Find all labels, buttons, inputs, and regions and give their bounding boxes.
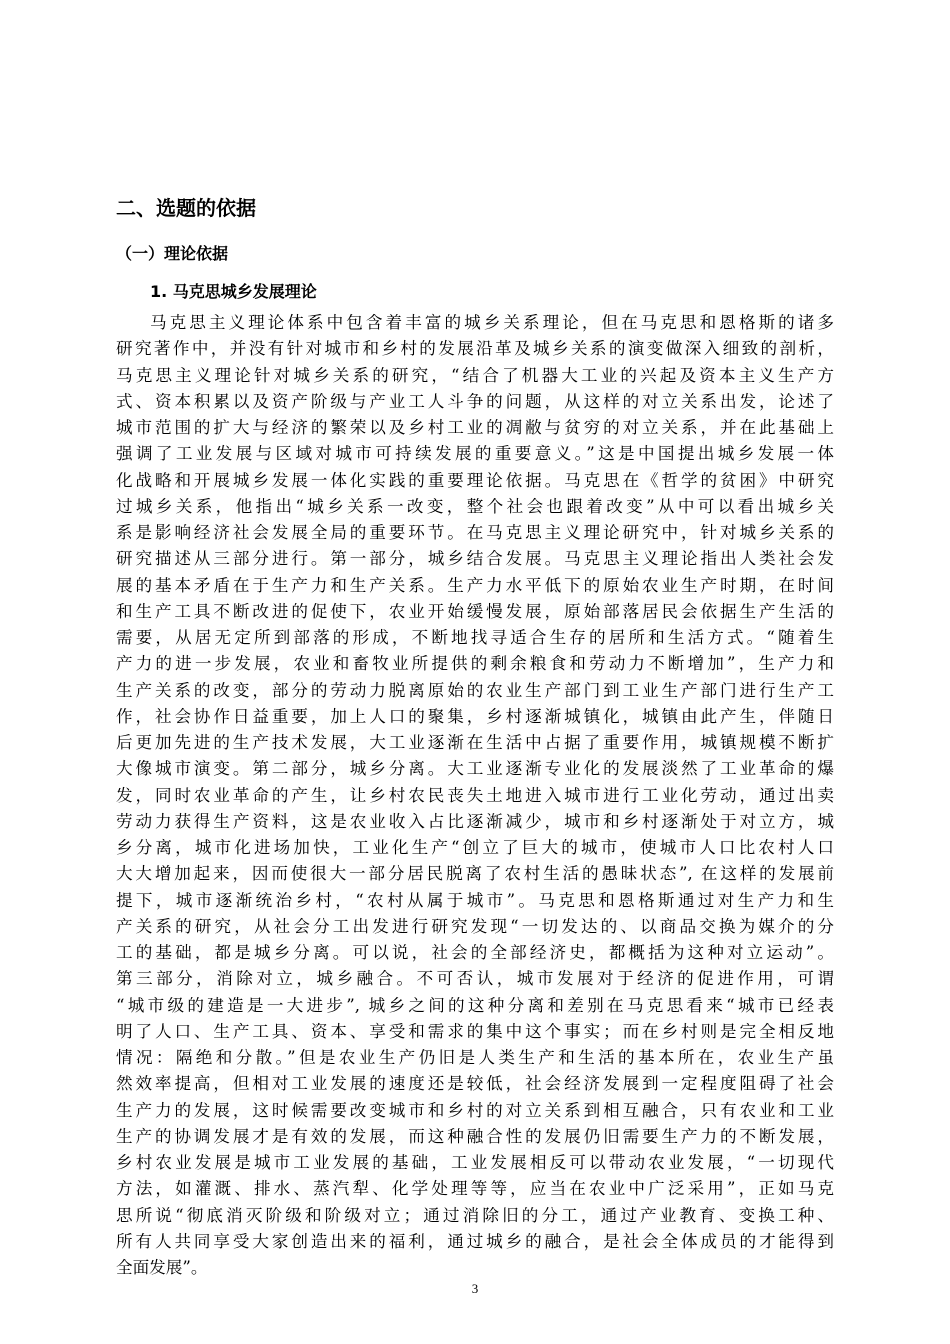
paragraph-line: 马克思主义理论体系中包含着丰富的城乡关系理论，但在马克思和恩格斯的诸多 — [150, 313, 834, 332]
paragraph-line: 展的基本矛盾在于生产力和生产关系。生产力水平低下的原始农业生产时期，在时间 — [116, 575, 834, 595]
paragraph-line: 和生产工具不断改进的促使下，农业开始缓慢发展，原始部落居民会依据生产生活的 — [116, 601, 834, 621]
paragraph-line: 作，社会协作日益重要，加上人口的聚集，乡村逐渐城镇化，城镇由此产生，伴随日 — [116, 706, 834, 726]
paragraph-line: 然效率提高，但相对工业发展的速度还是较低，社会经济发展到一定程度阻碍了社会 — [116, 1074, 834, 1094]
paragraph-line: 明了人口、生产工具、资本、享受和需求的集中这个事实；而在乡村则是完全相反地 — [116, 1021, 834, 1041]
paragraph-line: 第三部分，消除对立，城乡融合。不可否认，城市发展对于经济的促进作用，可谓 — [116, 969, 834, 989]
paragraph-line: 发，同时农业革命的产生，让乡村农民丧失土地进入城市进行工业化劳动，通过出卖 — [116, 785, 834, 805]
paragraph-line: 全面发展”。 — [116, 1258, 208, 1277]
paragraph-line: 乡村农业发展是城市工业发展的基础，工业发展相反可以带动农业发展，“一切现代 — [116, 1153, 834, 1172]
paragraph-line: 方法，如灌溉、排水、蒸汽犁、化学处理等等，应当在农业中广泛采用”，正如马克 — [116, 1179, 834, 1199]
paragraph-line: 劳动力获得生产资料，这是农业收入占比逐渐减少，城市和乡村逐渐处于对立方，城 — [116, 811, 834, 831]
paragraph-line: 提下，城市逐渐统治乡村，“农村从属于城市”。马克思和恩格斯通过对生产力和生 — [116, 890, 834, 910]
paragraph-line: 生产力的发展，这时候需要改变城市和乡村的对立关系到相互融合，只有农业和工业 — [116, 1100, 834, 1120]
paragraph-line: 马克思主义理论针对城乡关系的研究，“结合了机器大工业的兴起及资本主义生产方 — [116, 365, 834, 385]
paragraph-line: 城市范围的扩大与经济的繁荣以及乡村工业的凋敝与贫穷的对立关系，并在此基础上 — [116, 418, 834, 437]
paragraph-line: 化战略和开展城乡发展一体化实践的重要理论依据。马克思在《哲学的贫困》中研究 — [116, 470, 834, 490]
paragraph-line: 思所说“彻底消灭阶级和阶级对立；通过消除旧的分工，通过产业教育、变换工种、 — [116, 1205, 834, 1225]
paragraph-line: 情况：隔绝和分散。”但是农业生产仍旧是人类生产和生活的基本所在，农业生产虽 — [116, 1048, 834, 1067]
paragraph-line: 工的基础，都是城乡分离。可以说，社会的全部经济史，都概括为这种对立运动”。 — [116, 943, 834, 962]
paragraph-line: 需要，从居无定所到部落的形成，不断地找寻适合生存的居所和生活方式。“随着生 — [116, 628, 834, 647]
subsection-title: （一）理论依据 — [116, 244, 229, 263]
paragraph-line: 后更加先进的生产技术发展，大工业逐渐在生活中占据了重要作用，城镇规模不断扩 — [116, 733, 834, 752]
paragraph-line: 大大增加起来，因而使很大一部分居民脱离了农村生活的愚昧状态”, 在这样的发展前 — [116, 864, 834, 884]
paragraph-line: 生产关系的改变，部分的劳动力脱离原始的农业生产部门到工业生产部门进行生产工 — [116, 680, 834, 700]
paragraph-line: 研究著作中，并没有针对城市和乡村的发展沿革及城乡关系的演变做深入细致的剖析， — [116, 339, 834, 359]
paragraph-line: 式、资本积累以及资产阶级与产业工人斗争的问题，从这样的对立关系出发，论述了 — [116, 391, 834, 411]
paragraph-line: 过城乡关系，他指出“城乡关系一改变，整个社会也跟着改变”从中可以看出城乡关 — [116, 496, 834, 516]
paragraph-line: 强调了工业发展与区域对城市可持续发展的重要意义。”这是中国提出城乡发展一体 — [116, 444, 834, 464]
paragraph-line: 产力的进一步发展，农业和畜牧业所提供的剩余粮食和劳动力不断增加”，生产力和 — [116, 654, 834, 674]
paragraph-line: 产关系的研究，从社会分工出发进行研究发现“一切发达的、以商品交换为媒介的分 — [116, 916, 834, 936]
body-paragraph — [116, 310, 834, 1281]
paragraph-line: 研究描述从三部分进行。第一部分，城乡结合发展。马克思主义理论指出人类社会发 — [116, 549, 834, 569]
section-title: 二、选题的依据 — [116, 196, 256, 220]
paragraph-line: 大像城市演变。第二部分，城乡分离。大工业逐渐专业化的发展淡然了工业革命的爆 — [116, 759, 834, 779]
item-title: 1. 马克思城乡发展理论 — [150, 282, 317, 301]
paragraph-line: 所有人共同享受大家创造出来的福利，通过城乡的融合，是社会全体成员的才能得到 — [116, 1231, 834, 1251]
paragraph-line: 乡分离，城市化进场加快，工业化生产“创立了巨大的城市，使城市人口比农村人口 — [116, 838, 834, 857]
paragraph-line: 生产的协调发展才是有效的发展，而这种融合性的发展仍旧需要生产力的不断发展， — [116, 1126, 834, 1146]
paragraph-line: “城市级的建造是一大进步”, 城乡之间的这种分离和差别在马克思看来“城市已经表 — [116, 995, 834, 1015]
paragraph-line: 系是影响经济社会发展全局的重要环节。在马克思主义理论研究中，针对城乡关系的 — [116, 523, 834, 542]
page-number: 3 — [471, 1281, 479, 1296]
